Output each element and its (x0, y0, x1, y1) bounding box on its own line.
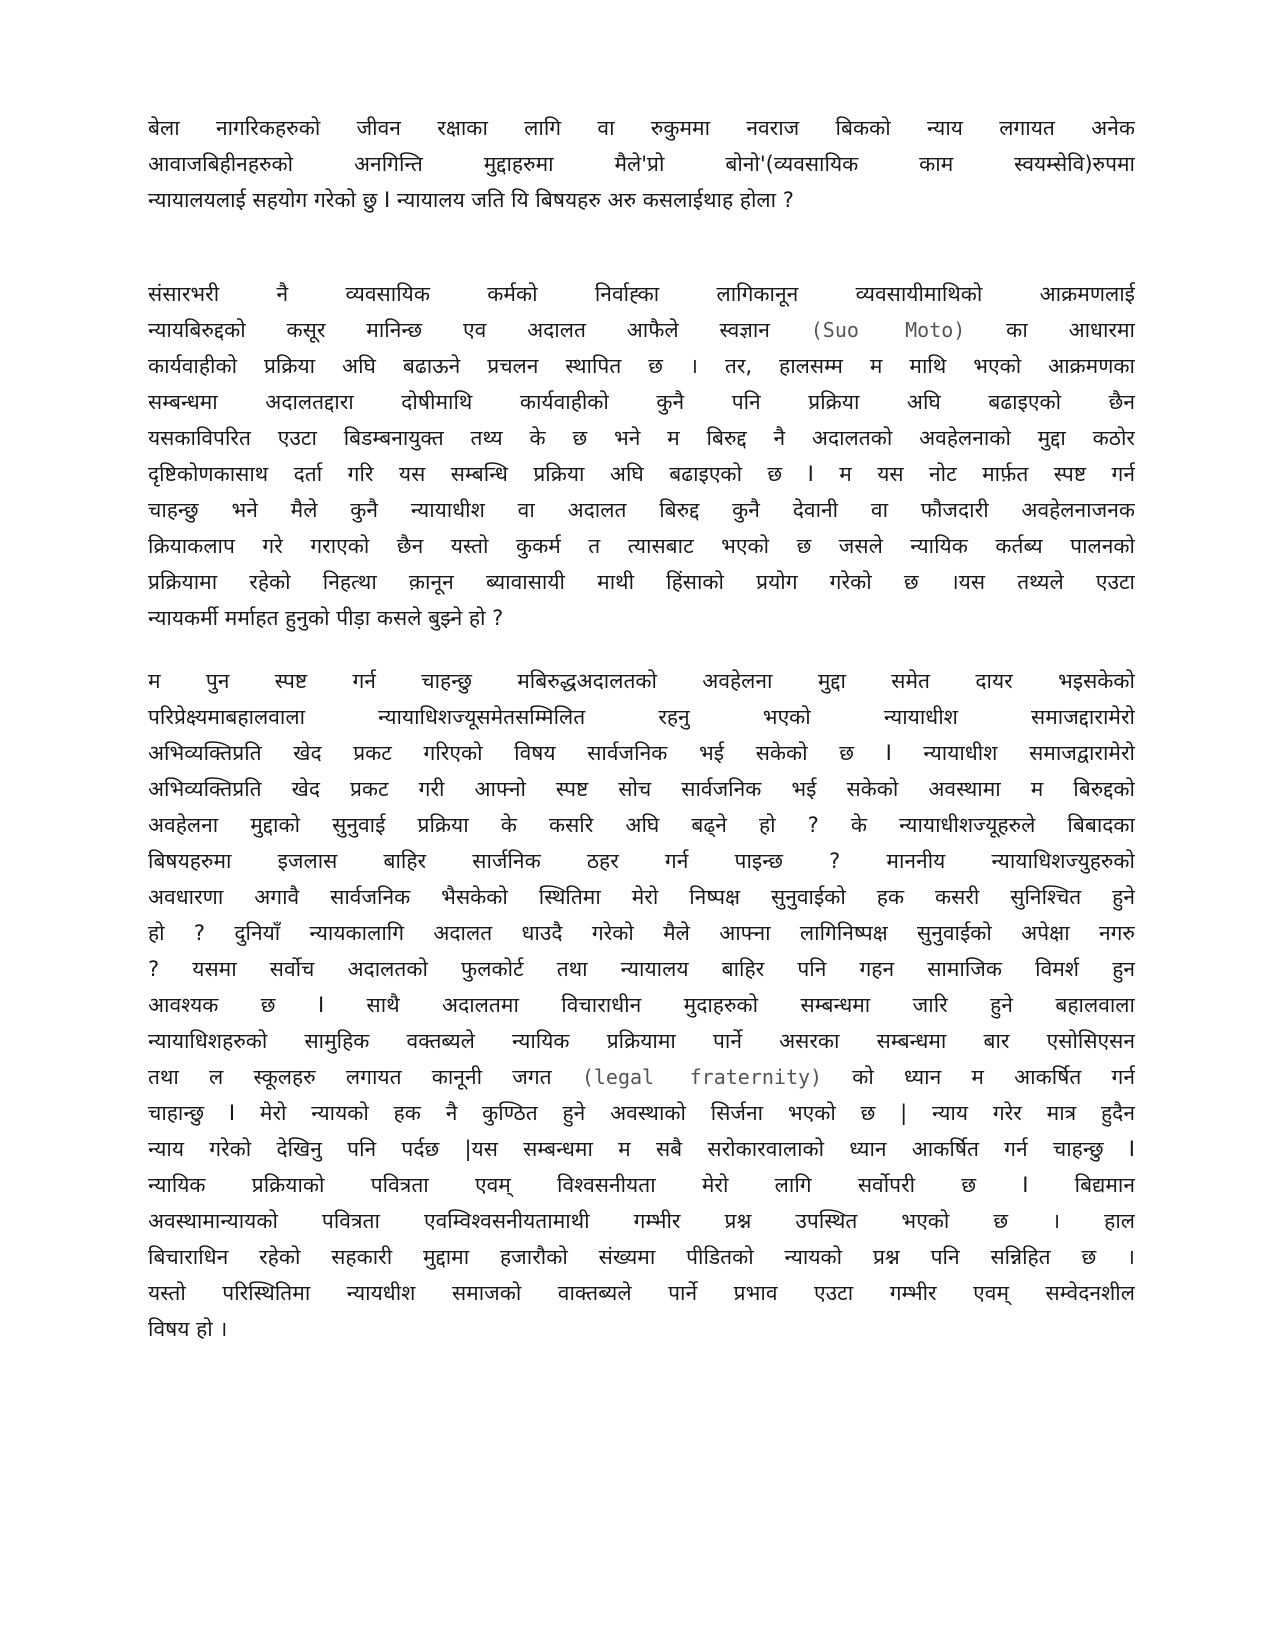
text-line: संसारभरी नै व्यवसायिक कर्मको निर्वाह्का लागिकानून व्यवसायीमाथिको आक्रमणलाई (148, 282, 1135, 306)
text-segment: को ध्यान म आकर्षित गर्न (822, 1065, 1135, 1089)
text-line: बिचाराधिन रहेको सहकारी मुद्दामा हजारौको संख्यमा पीडितको न्यायको प्रश्न पनि सन्निहित छ । (148, 1245, 1135, 1269)
paragraph-2 (148, 276, 1135, 636)
text-line: न्यायाधिशहरुको सामुहिक वक्तब्यले न्यायिक प्रक्रियामा पार्ने असरका सम्बन्धमा बार एसोसिएसन (148, 1029, 1135, 1053)
text-line: चाहान्छु I मेरो न्यायको हक नै कुण्ठित हुने अवस्थाको सिर्जना भएको छ | न्याय गरेर मात्र हुदैन (148, 1101, 1135, 1125)
paragraph-1 (148, 110, 1135, 218)
text-line: विषय हो । (148, 1317, 228, 1341)
paragraph-3 (148, 663, 1135, 1347)
text-line: अवस्थामान्यायको पवित्रता एवम्विश्वसनीयतामाथी गम्भीर प्रश्न उपस्थित भएको छ । हाल (148, 1209, 1135, 1233)
text-line: न्यायालयलाई सहयोग गरेको छु I न्यायालय जति यि बिषयहरु अरु कसलाईथाह होला ? (148, 188, 794, 212)
text-line: न्यायिक प्रक्रियाको पवित्रता एवम् विश्वसनीयता मेरो लागि सर्वोपरी छ I बिद्यमान (148, 1173, 1135, 1197)
text-line: आवाजबिहीनहरुको अनगिन्ति मुद्दाहरुमा मैले'प्रो बोनो'(व्यवसायिक काम स्वयम्सेवि)रुपमा (148, 152, 1135, 176)
text-line: चाहन्छु भने मैले कुनै न्यायाधीश वा अदालत बिरुद्द कुनै देवानी वा फौजदारी अवहेलनाजनक (148, 498, 1135, 522)
text-line: दृष्टिकोणकासाथ दर्ता गरि यस सम्बन्धि प्रक्रिया अघि बढाइएको छ I म यस नोट मार्फ़त स्पष्ट गर्न (148, 462, 1135, 486)
text-line: प्रक्रियामा रहेको निहत्था क़ानून ब्यावासायी माथी हिंसाको प्रयोग गरेको छ ।यस तथ्यले एउटा (148, 570, 1135, 594)
text-segment: न्यायबिरुद्दको कसूर मानिन्छ एव अदालत आफैले स्वज्ञान (148, 318, 811, 342)
text-line: अभिव्यक्तिप्रति खेद प्रकट गरिएको विषय सार्वजनिक भई सकेको छ I न्यायाधीश समाजद्वारामेरो (148, 741, 1135, 765)
text-line: अभिव्यक्तिप्रति खेद प्रकट गरी आफ्नो स्पष्ट सोच सार्वजनिक भई सकेको अवस्थामा म बिरुद्दको (148, 777, 1135, 801)
text-line: परिप्रेक्ष्यमाबहालवाला न्यायाधिशज्यूसमेतसम्मिलित रहनु भएको न्यायाधीश समाजद्दारामेरो (148, 705, 1135, 729)
text-line: म पुन स्पष्ट गर्न चाहन्छु मबिरुद्धअदालतको अवहेलना मुद्दा समेत दायर भइसकेको (148, 669, 1135, 693)
text-line: आवश्यक छ I साथै अदालतमा विचाराधीन मुदाहरुको सम्बन्धमा जारि हुने बहालवाला (148, 993, 1135, 1017)
text-line (148, 312, 1135, 348)
text-line: क्रियाकलाप गरे गराएको छैन यस्तो कुकर्म त त्यासबाट भएको छ जसले न्यायिक कर्तब्य पालनको (148, 534, 1135, 558)
text-segment: तथा ल स्कूलहरु लगायत कानूनी जगत (148, 1065, 582, 1089)
text-line: न्यायकर्मी मर्माहत हुनुको पीड़ा कसले बुझ्ने हो ? (148, 606, 504, 630)
text-line: ? यसमा सर्वोच अदालतको फुलकोर्ट तथा न्यायालय बाहिर पनि गहन सामाजिक विमर्श हुन (148, 957, 1135, 981)
text-segment: का आधारमा (965, 318, 1135, 342)
text-line: यस्तो परिस्थितिमा न्यायधीश समाजको वाक्तब्यले पार्ने प्रभाव एउटा गम्भीर एवम् सम्वेदनशील (148, 1281, 1135, 1305)
latin-phrase: (Suo Moto) (810, 318, 966, 342)
text-line: अवधारणा अगावै सार्वजनिक भैसकेको स्थितिमा मेरो निष्पक्ष सुनुवाईको हक कसरी सुनिश्चित हुने (148, 885, 1135, 909)
text-line: कार्यवाहीको प्रक्रिया अघि बढाऊने प्रचलन स्थापित छ । तर, हालसम्म म माथि भएको आक्रमणका (148, 354, 1135, 378)
latin-phrase: (legal fraternity) (581, 1065, 823, 1089)
text-line: यसकाविपरित एउटा बिडम्बनायुक्त तथ्य के छ भने म बिरुद्द नै अदालतको अवहेलनाको मुद्दा कठोर (148, 426, 1135, 450)
text-line: बिषयहरुमा इजलास बाहिर सार्जनिक ठहर गर्न पाइन्छ ? माननीय न्यायाधिशज्युहरुको (148, 849, 1135, 873)
text-line: अवहेलना मुद्दाको सुनुवाई प्रक्रिया के कसरि अघि बढ्ने हो ? के न्यायाधीशज्यूहरुले बिबादका (148, 813, 1135, 837)
text-line: सम्बन्धमा अदालतद्दारा दोषीमाथि कार्यवाहीको कुनै पनि प्रक्रिया अघि बढाइएको छैन (148, 390, 1135, 414)
text-line (148, 1059, 1135, 1095)
text-line: हो ? दुनियाँ न्यायकालागि अदालत धाउदै गरेको मैले आफ्ना लागिनिष्पक्ष सुनुवाईको अपेक्षा नगरु (148, 921, 1135, 945)
text-line: बेला नागरिकहरुको जीवन रक्षाका लागि वा रुकुममा नवराज बिकको न्याय लगायत अनेक (148, 116, 1135, 140)
text-line: न्याय गरेको देखिनु पनि पर्दछ |यस सम्बन्धमा म सबै सरोकारवालाको ध्यान आकर्षित गर्न चाहन्छु I (148, 1137, 1135, 1161)
